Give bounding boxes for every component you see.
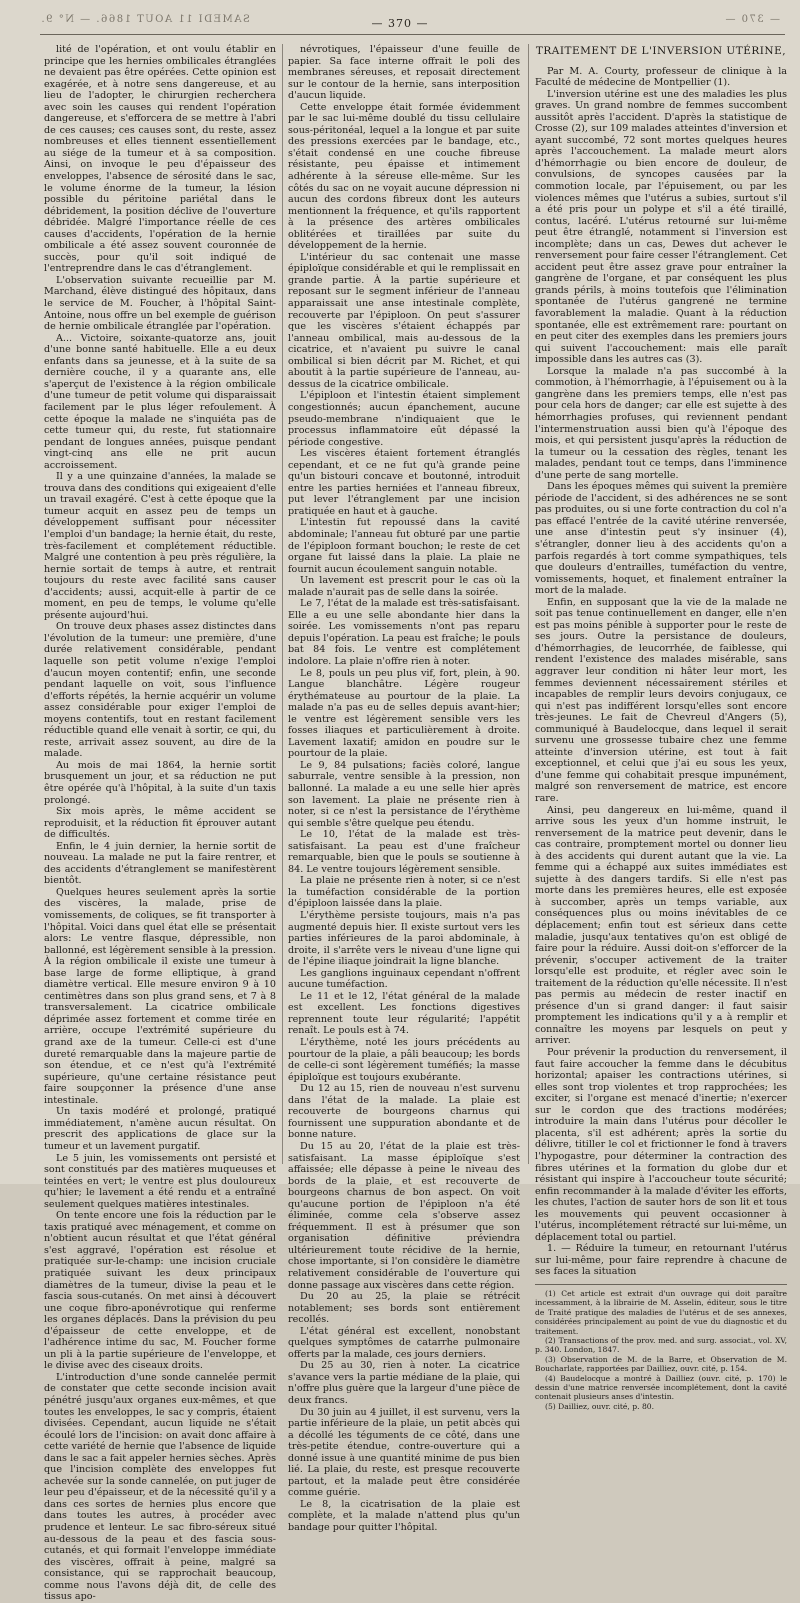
paragraph: Du 12 au 15, rien de nouveau n'est survenu dans l'état de la malade. La plaie est recouverte de bourgeons charnus qui fournissent une suppuration abondante et de bonne nature. bbox=[288, 1083, 520, 1141]
article-body bbox=[535, 89, 787, 1278]
paragraph: Le 11 et le 12, l'état général de la malade est excellent. Les fonctions digestives reprennent toute leur régularité; l'appétit renaît. Le pouls est à 74. bbox=[288, 990, 520, 1037]
bleed-through-header-left: SAMEDI 11 AOUT 1866. — N° 9. bbox=[40, 14, 250, 25]
column-1 bbox=[44, 44, 277, 1603]
paragraph: Le 9, 84 pulsations; faciès coloré, langue saburrale, ventre sensible à la pression, non ballonné. La malade a eu une selle hier après son lavement. La plaie ne présente rien à noter, si ce n'est la persistance de l'érythème qui semble s'être quelque peu étendu. bbox=[288, 759, 520, 829]
paragraph: Quelques heures seulement après la sortie des viscères, la malade, prise de vomissements, de coliques, se fit transporter à l'hôpital. Voici dans quel état elle se présentait alors: Le ventre flasque, dépressible, non ballonné, est légèrement sensible à la pression. À la région ombilicale il existe une tumeur à base large de forme elliptique, à grand diamètre vertical. Elle mesure environ 9 à 10 centimètres dans son plus grand sens, et 7 à 8 transversalement. La cicatrice ombilicale déprimée assez fortement et comme tirée en arrière, occupe l'extrémité supérieure du grand axe de la tumeur. Celle-ci est d'une dureté remarquable dans la majeure partie de son étendue, et ce n'est qu'à l'extrémité supérieure, qu'une certaine résistance peut faire soupçonner la présence d'une anse intestinale. bbox=[44, 886, 276, 1106]
paragraph: névrotiques, l'épaisseur d'une feuille de papier. Sa face interne offrait le poli des membranes séreuses, et reposait directement sur le contour de la hernie, sans interposition d'aucun liquide. bbox=[288, 44, 520, 102]
page-header bbox=[0, 14, 800, 32]
footnotes bbox=[535, 1284, 787, 1411]
paragraph: Du 30 juin au 4 juillet, il est survenu, vers la partie inférieure de la plaie, un petit abcès qui a décollé les téguments de ce côté, dans une très-petite étendue, contre-ouverture qui a donné issue à une quantité minime de pus bien lié. La plaie, du reste, est presque recouverte partout, et la malade peut être considérée comme guérie. bbox=[288, 1406, 520, 1499]
paragraph: L'inversion utérine est une des maladies les plus graves. Un grand nombre de femmes succombent aussitôt après l'accident. D'après la statistique de Crosse (2), sur 109 malades atteintes d'inversion et ayant succombé, 72 sont mortes quelques heures après l'accouchement. La malade meurt alors d'hémorrhagie ou bien encore de douleur, de convulsions, de syncopes causées par la commotion locale, par l'épuisement, ou par les violences mêmes que l'utérus a subies, surtout s'il a été pris pour un polype et s'il a été tiraillé, contus, lacéré. L'utérus retourné sur lui-même peut être étranglé, notamment si l'inversion est incomplète; dans un cas, Dewes dut achever le renversement pour faire cesser l'étranglement. Cet accident peut être assez grave pour entraîner la gangrène de l'organe, et par conséquent les plus grands périls, à moins toutefois que l'élimination spontanée de l'utérus gangrené ne termine favorablement la maladie. Quant à la réduction spontanée, elle est extrêmement rare: pourtant on en peut citer des exemples dans les premiers jours qui suivent l'accouchement: mais elle paraît impossible dans les autres cas (3). bbox=[535, 88, 787, 366]
paragraph: L'observation suivante recueillie par M. Marchand, élève distingué des hôpitaux, dans le service de M. Foucher, à l'hôpital Saint-Antoine, nous offre un bel exemple de guérison de hernie ombilicale étranglée par l'opération. bbox=[44, 274, 276, 333]
paragraph: L'érythème persiste toujours, mais n'a pas augmenté depuis hier. Il existe surtout vers les parties inférieures de la paroi abdominale, à droite, il s'arrête vers le niveau d'une ligne qui de l'épine iliaque joindrait la ligne blanche. bbox=[288, 910, 520, 968]
paragraph: 1. — Réduire la tumeur, en retournant l'utérus sur lui-même, pour faire reprendre à chacune de ses faces la situation bbox=[535, 1243, 787, 1278]
header-rule bbox=[40, 34, 785, 35]
paragraph: Pour prévenir la production du renversement, il faut faire accoucher la femme dans le décubitus horizontal; apaiser les contractions utérines, si elles sont trop violentes et trop rapprochées; les exciter, si l'organe est menacé d'inertie; n'exercer sur le cordon que des tractions modérées; introduire la main dans l'utérus pour décoller le placenta, s'il est adhérent; après la sortie du délivre, titiller le col et frictionner le fond à travers l'hypogastre, pour déterminer la contraction des fibres utérines et la formation du globe dur et résistant qui inspire à l'accoucheur toute sécurité; enfin recommander à la malade d'éviter les efforts, les chutes, l'action de sauter hors de son lit et tous les mouvements qui peuvent occasionner à l'utérus, incomplétement rétracté sur lui-même, un déplacement total ou partiel. bbox=[535, 1047, 787, 1243]
paragraph: Le 5 juin, les vomissements ont persisté et sont constitués par des matières muqueuses et teintées en vert; le ventre est plus douloureux qu'hier; le lavement a été rendu et a entraîné seulement quelques matières intestinales. bbox=[44, 1152, 276, 1210]
paragraph: On trouve deux phases assez distinctes dans l'évolution de la tumeur: une première, d'une durée relativement considérable, pendant laquelle son petit volume n'exige l'emploi d'aucun moyen contentif; enfin, une seconde pendant laquelle on voit, sous l'influence d'efforts répétés, la hernie acquérir un volume assez considérable pour exiger l'emploi de moyens contentifs, tout en restant facilement réductible quand elle venait à sortir, ce qui, du reste, arrivait assez souvent, au dire de la malade. bbox=[44, 621, 276, 760]
paragraph: Ainsi, peu dangereux en lui-même, quand il arrive sous les yeux d'un homme instruit, le renversement de la matrice peut devenir, dans le cas contraire, promptement mortel ou donner lieu à des accidents qui durent autant que la vie. La femme qui a échappé aux suites immédiates est sujette à des dangers tardifs. Si elle n'est pas morte dans les premières heures, elle est exposée à succomber, après un temps variable, aux conséquences plus ou moins inévitables de ce déplacement; enfin tout est sérieux dans cette maladie, jusqu'aux tentatives qu'on est obligé de faire pour la réduire. Aussi doit-on s'efforcer de la prévenir, s'occuper activement de la traiter lorsqu'elle est produite, et régler avec soin le traitement de la réduction qu'elle nécessite. Il n'est pas permis au médecin de rester inactif en présence d'un si grand danger: il faut saisir promptement les indications qu'il y a à remplir et connaître les moyens par lesquels on peut y arriver. bbox=[535, 804, 787, 1047]
paragraph: Au mois de mai 1864, la hernie sortit brusquement un jour, et sa réduction ne put être opérée qu'à l'hôpital, à la suite d'un taxis prolongé. bbox=[44, 759, 276, 806]
paragraph: Les viscères étaient fortement étranglés cependant, et ce ne fut qu'à grande peine qu'un bistouri concave et boutonné, introduit entre les parties herniées et l'anneau fibreux, put lever l'étranglement par une incision pratiquée en haut et à gauche. bbox=[288, 448, 520, 517]
paragraph: Un taxis modéré et prolongé, pratiqué immédiatement, n'amène aucun résultat. On prescrit des applications de glace sur la tumeur et un lavement purgatif. bbox=[44, 1106, 276, 1152]
paragraph: Cette enveloppe était formée évidemment par le sac lui-même doublé du tissu cellulaire sous-péritonéal, lequel a la longue et par suite des pressions exercées par le bandage, etc., s'était condensé en une couche fibreuse résistante, peu épaisse et intimement adhérente à la séreuse elle-même. Sur les côtés du sac on ne voyait aucune dépression ni aucun des cordons fibreux dont les auteurs mentionnent la fréquence, et qu'ils rapportent à la présence des artères ombilicales oblitérées et tiraillées par suite du développement de la hernie. bbox=[288, 101, 520, 252]
paragraph: L'introduction d'une sonde cannelée permit de constater que cette seconde incision avait pénétré jusqu'aux organes eux-mêmes, et que toutes les enveloppes, le sac y compris, étaient divisées. Cependant, aucun liquide ne s'était écoulé lors de l'incision: on avait donc affaire à cette variété de hernie que l'absence de liquide dans le sac a fait appeler hernies sèches. Après que l'incision complète des enveloppes fut achevée sur la sonde cannelée, on put juger de leur peu d'épaisseur, et de la nécessité qu'il y a dans ces sortes de hernies plus encore que dans toutes les autres, à procéder avec prudence et lenteur. Le sac fibro-séreux situé au-dessous de la peau et des fascia sous-cutanés, et qui formait l'enveloppe immédiate des viscères, offrait à peine, malgré sa consistance, qui se rapprochait beaucoup, comme nous l'avons déjà dit, de celle des tissus apo- bbox=[44, 1371, 276, 1603]
bleed-through-header-right: — 370 — bbox=[724, 14, 780, 25]
footnote: (4) Baudelocque a montré à Dailliez (ouvr. cité, p. 170) le dessin d'une matrice renversée incomplétement, dont la cavité contenait plusieurs anses d'intestin. bbox=[535, 1373, 787, 1402]
paragraph: lité de l'opération, et ont voulu établir en principe que les hernies ombilicales étranglées ne devaient pas être opérées. Cette opinion est exagérée, et à notre sens dangereuse, et au lieu de l'adopter, le chirurgien recherchera avec soin les causes qui rendent l'opération dangereuse, et s'efforcera de se mettre à l'abri de ces causes; ces causes sont, du reste, assez nombreuses et elles tiennent essentiellement au siége de la tumeur et à sa composition. Ainsi, on invoque le peu d'épaisseur des enveloppes, l'absence de sérosité dans le sac, le volume énorme de la tumeur, la lésion possible du péritoine pariétal dans le débridement, la position déclive de l'ouverture débridée. Malgré l'importance réelle de ces causes d'accidents, l'opération de la hernie ombilicale a été assez souvent couronnée de succès, pour qu'il soit indiqué de l'entreprendre dans le cas d'étranglement. bbox=[44, 44, 276, 275]
paragraph: On tente encore une fois la réduction par le taxis pratiqué avec ménagement, et comme on n'obtient aucun résultat et que l'état général s'est aggravé, l'opération est résolue et pratiquée sur-le-champ: une incision cruciale pratiquée suivant les deux principaux diamètres de la tumeur, divise la peau et le fascia sous-cutanés. On met ainsi à découvert une coque fibro-aponévrotique qui renferme les organes déplacés. Dans la prévision du peu d'épaisseur de cette enveloppe, et de l'adhérence intime du sac, M. Foucher forme un pli à la partie supérieure de l'enveloppe, et le divise avec des ciseaux droits. bbox=[44, 1210, 276, 1372]
column-2 bbox=[288, 44, 520, 1533]
paragraph: Lorsque la malade n'a pas succombé à la commotion, à l'hémorrhagie, à l'épuisement ou à la gangrène dans les premiers temps, elle n'est pas pour cela hors de danger; car elle est sujette à des hémorrhagies profuses, qui reviennent pendant l'intermenstruation aussi bien qu'à l'époque des mois, et qui persistent jusqu'après la réduction de la tumeur ou la cessation des règles, tenant les malades, pendant tout ce temps, dans l'imminence d'une perte de sang mortelle. bbox=[535, 365, 787, 481]
paragraph: Du 25 au 30, rien à noter. La cicatrice s'avance vers la partie médiane de la plaie, qui n'offre plus guère que la largeur d'une pièce de deux francs. bbox=[288, 1360, 520, 1406]
paragraph: Enfin, en supposant que la vie de la malade ne soit pas tenue continuellement en danger, elle n'en est pas moins pénible à supporter pour le reste de ses jours. Outre la persistance de douleurs, d'hémorrhagies, de leucorrhée, de faiblesse, qui rendent l'existence des malades misérable, sans aggraver leur condition ni hâter leur mort, les femmes deviennent nécessairement stériles et incapables de remplir leurs devoirs conjugaux, ce qui n'est pas indifférent lorsqu'elles sont encore très-jeunes. Le fait de Chevreul d'Angers (5), communiqué à Baudelocque, dans lequel il serait survenu une grossesse tubaire chez une femme atteinte d'inversion utérine, est tout à fait exceptionnel, et celui que j'ai eu sous les yeux, d'une femme qui cohabitait presque impunément, malgré son renversement de matrice, est encore rare. bbox=[535, 596, 787, 804]
article-byline: Par M. A. Courty, professeur de clinique à la Faculté de médecine de Montpellier (1). bbox=[535, 65, 787, 89]
footnote: (3) Observation de M. de la Barre, et Observation de M. Boucharlate, rapportées par Dailliez, ouvr. cité, p. 154. bbox=[535, 1354, 787, 1374]
page-number: — 370 — bbox=[371, 16, 429, 30]
footnote: (1) Cet article est extrait d'un ouvrage qui doit paraître incessamment, à la librairie de M. Asselin, éditeur, sous le titre de Traité pratique des maladies de l'utérus et de ses annexes, considérées principalement au point de vue du diagnostic et du traitement. bbox=[535, 1288, 787, 1336]
footnote: (5) Dailliez, ouvr. cité, p. 80. bbox=[545, 1401, 655, 1411]
column-3 bbox=[535, 44, 787, 1411]
footnote: (2) Transactions of the prov. med. and surg. associat., vol. XV, p. 340. London, 1847. bbox=[535, 1336, 787, 1355]
paragraph: L'état général est excellent, nonobstant quelques symptômes de catarrhe pulmonaire offerts par la malade, ces jours derniers. bbox=[288, 1325, 520, 1360]
paragraph: L'épiploon et l'intestin étaient simplement congestionnés; aucun épanchement, aucune pseudo-membrane n'indiquaient que le processus inflammatoire eût dépassé la période congestive. bbox=[288, 390, 520, 448]
paragraph: L'érythème, noté les jours précédents au pourtour de la plaie, a pâli beaucoup; les bords de celle-ci sont légèrement tuméfiés; la masse épiploïque est toujours exubérante. bbox=[288, 1037, 520, 1083]
paragraph: Six mois après, le même accident se reproduisit, et la réduction fit éprouver autant de difficultés. bbox=[44, 806, 276, 841]
paragraph: Dans les époques mêmes qui suivent la première période de l'accident, si des adhérences ne se sont pas produites, ou si une forte contraction du col n'a pas effacé l'entrée de la cavité utérine renversée, une anse d'intestin peut s'y insinuer (4), s'étrangler, donner lieu à des accidents qu'on a parfois regardés à tort comme sympathiques, tels que douleurs d'entrailles, tuméfaction du ventre, vomissements, hoquet, et finalement entraîner la mort de la malade. bbox=[535, 481, 787, 597]
paragraph: A... Victoire, soixante-quatorze ans, jouit d'une bonne santé habituelle. Elle a eu deux enfants dans sa jeunesse, et à la suite de sa dernière couche, il y a quarante ans, elle s'aperçut de l'existence à la région ombilicale d'une tumeur de petit volume qui disparaissait facilement par le plus léger refoulement. À cette époque la malade ne s'inquiéta pas de cette tumeur qui, du reste, fut stationnaire pendant de longues années, puisque pendant vingt-cinq ans elle ne prit aucun accroissement. bbox=[44, 332, 276, 471]
paragraph: Le 10, l'état de la malade est très-satisfaisant. La peau est d'une fraîcheur remarquable, bien que le pouls se soutienne à 84. Le ventre toujours légèrement sensible. bbox=[288, 829, 520, 875]
paragraph: Le 8, pouls un peu plus vif, fort, plein, à 90. Langue blanchâtre. Légère rougeur érythémateuse au pourtour de la plaie. La malade n'a pas eu de selles depuis avant-hier; le ventre est légèrement sensible vers les fosses iliaques et particulièrement à droite. Lavement laxatif; amidon en poudre sur le pourtour de la plaie. bbox=[288, 667, 520, 760]
paragraph: L'intérieur du sac contenait une masse épiploïque considérable et qui le remplissait en grande partie. À la partie supérieure et reposant sur le segment inférieur de l'anneau apparaissait une anse intestinale complète, recouverte par l'épiploon. On peut s'assurer que les viscères s'étaient échappés par l'anneau ombilical, mais au-dessous de la cicatrice, et n'avaient pu suivre le canal ombilical si bien décrit par M. Richet, et qui aboutit à la partie supérieure de l'anneau, au-dessus de la cicatrice ombilicale. bbox=[288, 251, 520, 390]
paragraph: Du 15 au 20, l'état de la plaie est très-satisfaisant. La masse épiploïque s'est affaissée; elle dépasse à peine le niveau des bords de la plaie, et est recouverte de bourgeons charnus de bon aspect. On voit qu'aucune portion de l'épiploon n'a été éliminée, comme cela s'observe assez fréquemment. Il est à présumer que son organisation définitive préviendra ultérieurement toute récidive de la hernie, chose importante, si l'on considère le diamètre relativement considérable de l'ouverture qui donne passage aux viscères dans cette région. bbox=[288, 1140, 520, 1291]
paragraph: Un lavement est prescrit pour le cas où la malade n'aurait pas de selle dans la soirée. bbox=[288, 575, 520, 598]
paragraph: Les ganglions inguinaux cependant n'offrent aucune tuméfaction. bbox=[288, 967, 520, 991]
paragraph: La plaie ne présente rien à noter, si ce n'est la tuméfaction considérable de la portion d'épiploon laissée dans la plaie. bbox=[288, 875, 520, 910]
paragraph: Il y a une quinzaine d'années, la malade se trouva dans des conditions qui exigeaient d'elle un travail exagéré. C'est à cette époque que la tumeur acquit en assez peu de temps un développement suffisant pour nécessiter l'emploi d'un bandage; la hernie était, du reste, très-facilement et complétement réductible. Malgré une contention à peu près régulière, la hernie sortait de temps à autre, et rentrait toujours du reste avec facilité sans causer d'accidents; aussi, acquit-elle à partir de ce moment, en peu de temps, le volume qu'elle présente aujourd'hui. bbox=[44, 471, 277, 621]
article-title: TRAITEMENT DE L'INVERSION UTÉRINE, bbox=[535, 45, 787, 57]
paragraph: Du 20 au 25, la plaie se rétrécit notablement; ses bords sont entièrement recollés. bbox=[288, 1291, 520, 1326]
paragraph: Le 8, la cicatrisation de la plaie est complète, et la malade n'attend plus qu'un bandage pour quitter l'hôpital. bbox=[288, 1498, 520, 1533]
column-divider bbox=[282, 44, 283, 1164]
paragraph: Enfin, le 4 juin dernier, la hernie sortit de nouveau. La malade ne put la faire rentrer, et des accidents d'étranglement se manifestèrent bientôt. bbox=[44, 840, 276, 887]
paragraph: L'intestin fut repoussé dans la cavité abdominale; l'anneau fut obturé par une partie de l'épiploon formant bouchon; le reste de cet organe fut laissé dans la plaie. La plaie ne fournit aucun écoulement sanguin notable. bbox=[288, 517, 520, 575]
column-divider bbox=[528, 44, 529, 1164]
paragraph: Le 7, l'état de la malade est très-satisfaisant. Elle a eu une selle abondante hier dans la soirée. Les vomissements n'ont pas reparu depuis l'opération. La peau est fraîche; le pouls bat 84 fois. Le ventre est complétement indolore. La plaie n'offre rien à noter. bbox=[288, 598, 520, 667]
